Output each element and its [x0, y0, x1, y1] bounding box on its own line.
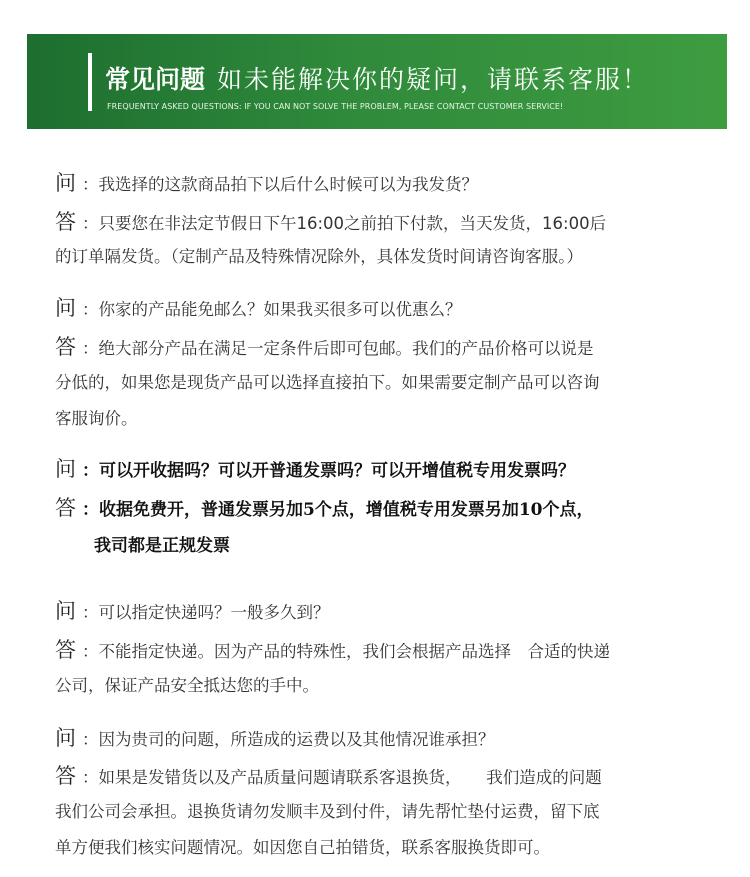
- faq-5-answer-line-1: 答 ：如果是发错货以及产品质量问题请联系客退换货， 我们造成的问题: [55, 764, 602, 788]
- faq-5-question: 问 ：因为贵司的问题，所造成的运费以及其他情况谁承担？: [55, 726, 495, 750]
- faq-3-answer-line-2: 我司都是正规发票: [94, 536, 230, 556]
- title-subtitle: 如未能解决你的疑问，请联系客服！: [217, 65, 650, 94]
- question-marker: 问: [55, 171, 76, 195]
- faq-4-answer-line-2: 公司，保证产品安全抵达您的手中。: [55, 676, 319, 695]
- answer-marker: 答: [55, 638, 76, 662]
- faq-2-answer-line-1: 答 ：绝大部分产品在满足一定条件后即可包邮。我们的产品价格可以说是: [55, 335, 594, 359]
- title-strong: 常见问题: [105, 65, 206, 94]
- faq-3-question: 问 ：可以开收据吗？可以开普通发票吗？可以开增值税专用发票吗？: [55, 457, 575, 481]
- title-english: FREQUENTLY ASKED QUESTIONS: IF YOU CAN NOT SOLVE THE PROBLEM, PLEASE CONTACT CUSTOMER SERVICE!: [107, 102, 564, 111]
- question-marker: 问: [55, 726, 76, 750]
- faq-1-question: 问 ：我选择的这款商品拍下以后什么时候可以为我发货？: [55, 171, 478, 195]
- header-banner: [27, 34, 727, 129]
- page-title: [105, 63, 649, 97]
- question-marker: 问: [55, 296, 76, 320]
- answer-marker: 答: [55, 335, 76, 359]
- faq-3-answer-line-1: 答 ：收据免费开，普通发票另加5个点，增值税专用发票另加10个点，: [55, 496, 594, 520]
- faq-5-answer-line-2: 我们公司会承担。退换货请勿发顺丰及到付件，请先帮忙垫付运费，留下底: [55, 802, 600, 821]
- answer-marker: 答: [55, 764, 76, 788]
- faq-4-answer-line-1: 答 ：不能指定快递。因为产品的特殊性，我们会根据产品选择 合适的快递: [55, 638, 610, 662]
- question-marker: 问: [55, 599, 76, 623]
- answer-marker: 答: [55, 210, 76, 234]
- faq-2-question: 问 ：你家的产品能免邮么？如果我买很多可以优惠么？: [55, 296, 462, 320]
- faq-4-question: 问 ：可以指定快递吗？一般多久到？: [55, 599, 330, 623]
- faq-2-answer-line-3: 客服询价。: [55, 409, 138, 428]
- faq-2-answer-line-2: 分低的，如果您是现货产品可以选择直接拍下。如果需要定制产品可以咨询: [55, 373, 600, 392]
- faq-5-answer-line-3: 单方便我们核实问题情况。如因您自己拍错货，联系客服换货即可。: [55, 838, 550, 857]
- faq-1-answer-line-2: 的订单隔发货。（定制产品及特殊情况除外，具体发货时间请咨询客服。）: [55, 247, 583, 266]
- answer-marker: 答: [55, 496, 76, 520]
- faq-1-answer-line-1: 答 ：只要您在非法定节假日下午16:00之前拍下付款，当天发货，16:00后: [55, 210, 607, 234]
- question-marker: 问: [55, 457, 76, 481]
- title-accent-bar: [88, 53, 92, 111]
